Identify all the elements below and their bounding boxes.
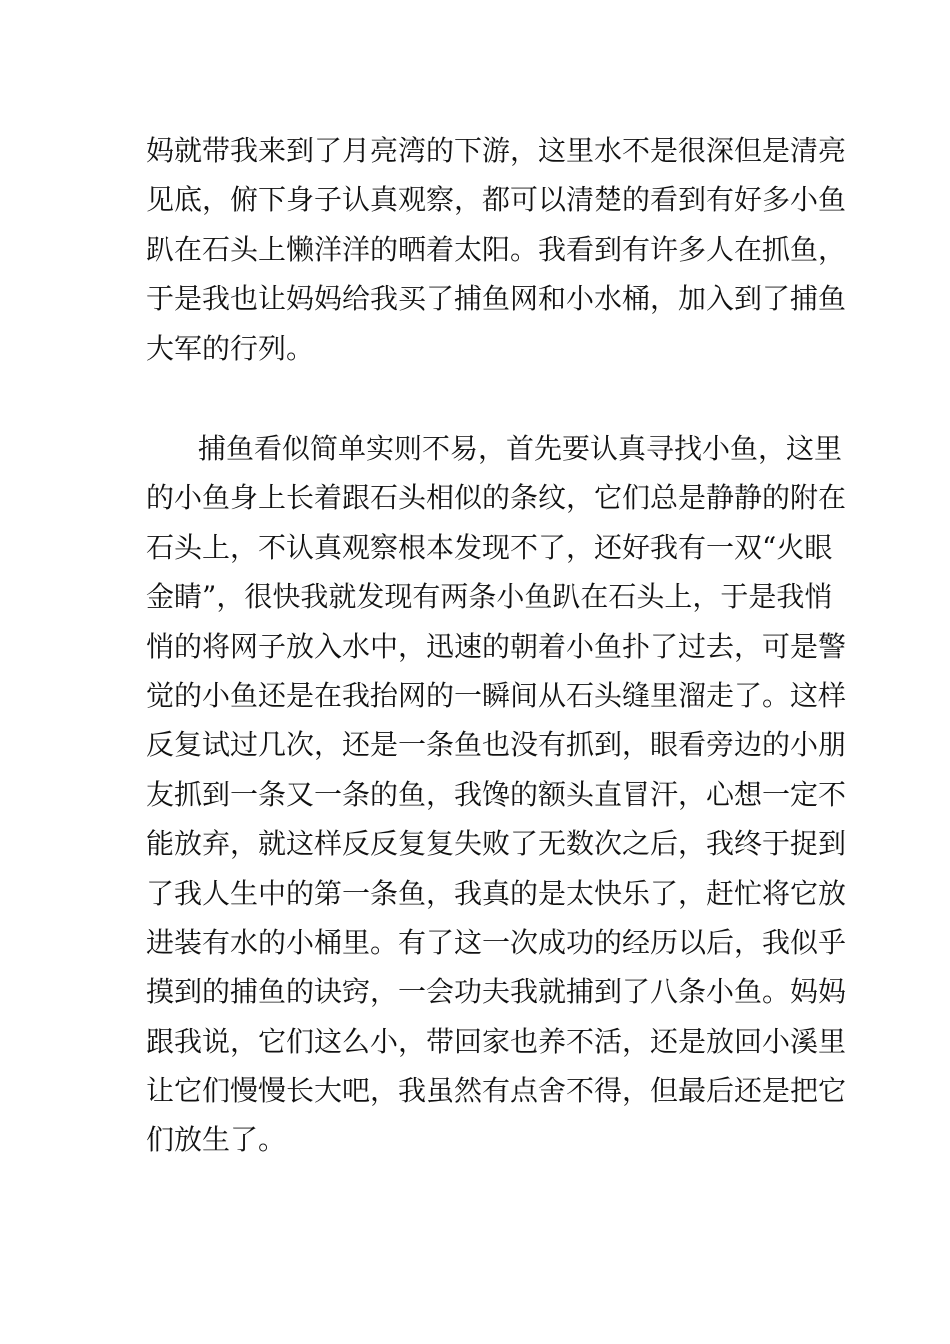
- paragraph-line: 能放弃，就这样反反复复失败了无数次之后，我终于捉到: [146, 827, 847, 861]
- paragraph-line: 石头上，不认真观察根本发现不了，还好我有一双“火眼: [146, 530, 833, 564]
- paragraph-line: 悄的将网子放入水中，迅速的朝着小鱼扑了过去，可是警: [146, 629, 847, 663]
- paragraph-line: 们放生了。: [146, 1123, 287, 1157]
- paragraph-2: [146, 424, 847, 1165]
- paragraph-line: 大军的行列。: [146, 331, 315, 365]
- paragraph-line: 了我人生中的第一条鱼，我真的是太快乐了，赶忙将它放: [146, 876, 847, 910]
- paragraph-1: [146, 126, 847, 373]
- paragraph-line: 摸到的捕鱼的诀窍，一会功夫我就捕到了八条小鱼。妈妈: [146, 975, 847, 1009]
- paragraph-line: 觉的小鱼还是在我抬网的一瞬间从石头缝里溜走了。这样: [146, 678, 847, 712]
- paragraph-line: 的小鱼身上长着跟石头相似的条纹，它们总是静静的附在: [146, 481, 847, 515]
- paragraph-line: 跟我说，它们这么小，带回家也养不活，还是放回小溪里: [146, 1024, 847, 1058]
- paragraph-line: 妈就带我来到了月亮湾的下游，这里水不是很深但是清亮: [146, 134, 847, 167]
- paragraph-line: 见底，俯下身子认真观察，都可以清楚的看到有好多小鱼: [146, 183, 847, 217]
- paragraph-line: 让它们慢慢长大吧，我虽然有点舍不得，但最后还是把它: [146, 1074, 847, 1108]
- paragraph-line: 趴在石头上懒洋洋的晒着太阳。我看到有许多人在抓鱼，: [146, 232, 847, 266]
- paragraph-line: 反复试过几次，还是一条鱼也没有抓到，眼看旁边的小朋: [146, 728, 847, 762]
- paragraph-line: 捕鱼看似简单实则不易，首先要认真寻找小鱼，这里: [198, 432, 843, 465]
- paragraph-line: 进装有水的小桶里。有了这一次成功的经历以后，我似乎: [146, 925, 847, 959]
- paragraph-line: 于是我也让妈妈给我买了捕鱼网和小水桶，加入到了捕鱼: [146, 282, 847, 316]
- paragraph-line: 金睛”，很快我就发现有两条小鱼趴在石头上，于是我悄: [146, 580, 833, 614]
- paragraph-line: 友抓到一条又一条的鱼，我馋的额头直冒汗，心想一定不: [146, 777, 847, 811]
